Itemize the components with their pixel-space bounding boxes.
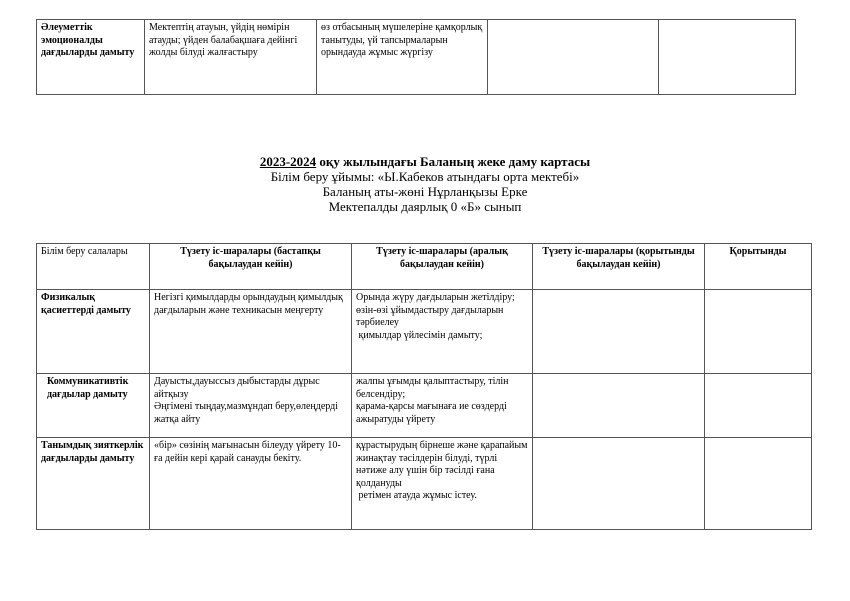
measure-line: жалпы ұғымды қалыптастыру, тілін белсендіру; (356, 376, 509, 400)
table-row (37, 374, 812, 438)
header-initial: Түзету іс-шаралары (бастапқы бақылаудан кейін) (150, 244, 352, 290)
document-title-block (0, 154, 850, 214)
empty-cell (488, 20, 659, 95)
development-card-table (36, 243, 812, 530)
document-title (0, 154, 850, 169)
top-fragment-table (36, 19, 796, 95)
measure-cell (150, 374, 352, 438)
empty-cell (705, 374, 812, 438)
measure-cell (150, 438, 352, 530)
measure-line: Негізгі қимылдарды орындаудың қимылдық дағдыларын және техникасын меңгерту (154, 292, 343, 316)
measure-cell: Мектептің атауын, үйдің нөмірін атауды; үйден балабақшаға дейінгі жолды білуді жалғастыру (145, 20, 317, 95)
measure-line: «бір» сөзінің мағынасын білеуду үйрету 10-ға дейін кері қарай санауды бекіту. (154, 440, 341, 464)
table-row (37, 20, 796, 95)
header-intermediate: Түзету іс-шаралары (аралық бақылаудан кейін) (352, 244, 533, 290)
area-cell: Коммуникативтік дағдылар дамыту (37, 374, 150, 438)
table-row (37, 290, 812, 374)
measure-cell (352, 438, 533, 530)
class-line: Мектепалды даярлық 0 «Б» сынып (328, 199, 522, 214)
measure-line: қимылдар үйлесімін дамыту; (356, 329, 483, 341)
measure-line: Әңгімені тыңдау,мазмұндап беру,өлеңдерді жатқа айту (154, 401, 339, 425)
table-row (37, 438, 812, 530)
measure-line: Орында жүру дағдыларын жетілдіру; (356, 292, 515, 303)
header-area: Білім беру салалары (37, 244, 150, 290)
measure-line: өзін-өзі ұйымдастыру дағдыларын тәрбиелеу (356, 304, 504, 328)
area-cell: Физикалық қасиеттерді дамыту (37, 290, 150, 374)
empty-cell (659, 20, 796, 95)
title-rest: оқу жылындағы Баланың жеке даму картасы (316, 154, 591, 169)
empty-cell (533, 290, 705, 374)
measure-cell (150, 290, 352, 374)
empty-cell (533, 438, 705, 530)
measure-cell: өз отбасының мүшелеріне қамқорлық танытуды, үй тапсырмаларын орындауда жұмыс жүргізу (317, 20, 488, 95)
measure-line: Дауысты,дауыссыз дыбыстарды дұрыс айтқызу (154, 376, 320, 400)
child-name-line: Баланың аты-жөні Нұрланқызы Ерке (322, 184, 528, 199)
header-row (37, 244, 812, 290)
empty-cell (533, 374, 705, 438)
header-conclusion: Қорытынды (705, 244, 812, 290)
measure-cell (352, 374, 533, 438)
area-cell: Әлеуметтік эмоционалды дағдыларды дамыту (37, 20, 145, 95)
organization-line: Білім беру ұйымы: «Ы.Кабеков атындағы орта мектебі» (270, 169, 580, 184)
measure-cell (352, 290, 533, 374)
measure-line: қарама-қарсы мағынаға ие сөздерді ажыратуды үйрету (356, 401, 507, 425)
measure-line: құрастырудың бірнеше және қарапайым жинақтау тәсілдерін білуді, түрлі нәтиже алу үшін бір тәсілді ғана қолдануды (356, 440, 528, 489)
empty-cell (705, 290, 812, 374)
school-year: 2023-2024 (259, 154, 317, 169)
measure-line: ретімен атауда жұмыс істеу. (356, 490, 477, 501)
empty-cell (705, 438, 812, 530)
area-cell: Танымдық зияткерлік дағдыларды дамыту (37, 438, 150, 530)
header-final: Түзету іс-шаралары (қорытынды бақылаудан кейін) (533, 244, 705, 290)
